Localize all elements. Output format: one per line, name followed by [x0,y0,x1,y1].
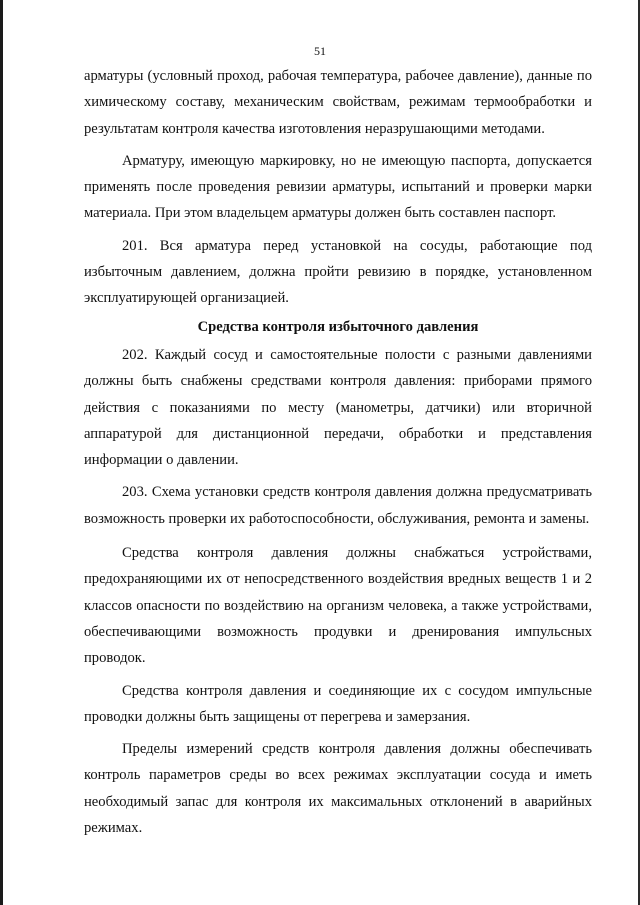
paragraph-measurement-limits: Пределы измерений средств контроля давления должны обеспечивать контроль параметров среды во всех режимах эксплуатации сосуда и иметь необходимый запас для контроля их максимальных отклонений в аварийных режимах. [84,741,592,837]
page-number: 51 [314,44,326,58]
paragraph-armature-passport: Арматуру, имеющую маркировку, но не имеющую паспорта, допускается применять после проведения ревизии арматуры, испытаний и проверки марки материала. При этом владельцем арматуры должен быть составлен паспорт. [84,152,592,222]
paragraph-203: 203. Схема установки средств контроля давления должна предусматривать возможность проверки их работоспособности, обслуживания, ремонта и замены. [84,484,592,527]
section-heading: Средства контроля избыточного давления [197,318,479,335]
document-body [84,63,592,841]
paragraph-202: 202. Каждый сосуд и самостоятельные полости с разными давлениями должны быть снабжены средствами контроля давления: приборами прямого действия с показаниями по месту (манометры, датчики) или вторичной аппаратурой для дистанционной передачи, обработки и представления информации о давлении. [84,346,592,469]
paragraph-201: 201. Вся арматура перед установкой на сосуды, работающие под избыточным давлением, должна пройти ревизию в порядке, установленном эксплуатирующей организацией. [84,237,592,307]
paragraph-protection-devices: Средства контроля давления должны снабжаться устройствами, предохраняющими их от непосредственного воздействия вредных веществ 1 и 2 классов опасности по воздействию на организм человека, а также устройствами, обеспечивающими возможность продувки и дренирования импульсных проводок. [84,545,592,667]
paragraph-overheating-protection: Средства контроля давления и соединяющие их с сосудом импульсные проводки должны быть защищены от перегрева и замерзания. [84,682,592,725]
scan-edge-left [0,0,3,905]
paragraph-continuation: арматуры (условный проход, рабочая температура, рабочее давление), данные по химическому составу, механическим свойствам, режимам термообработки и результатам контроля качества изготовления неразрушающими методами. [84,68,592,137]
